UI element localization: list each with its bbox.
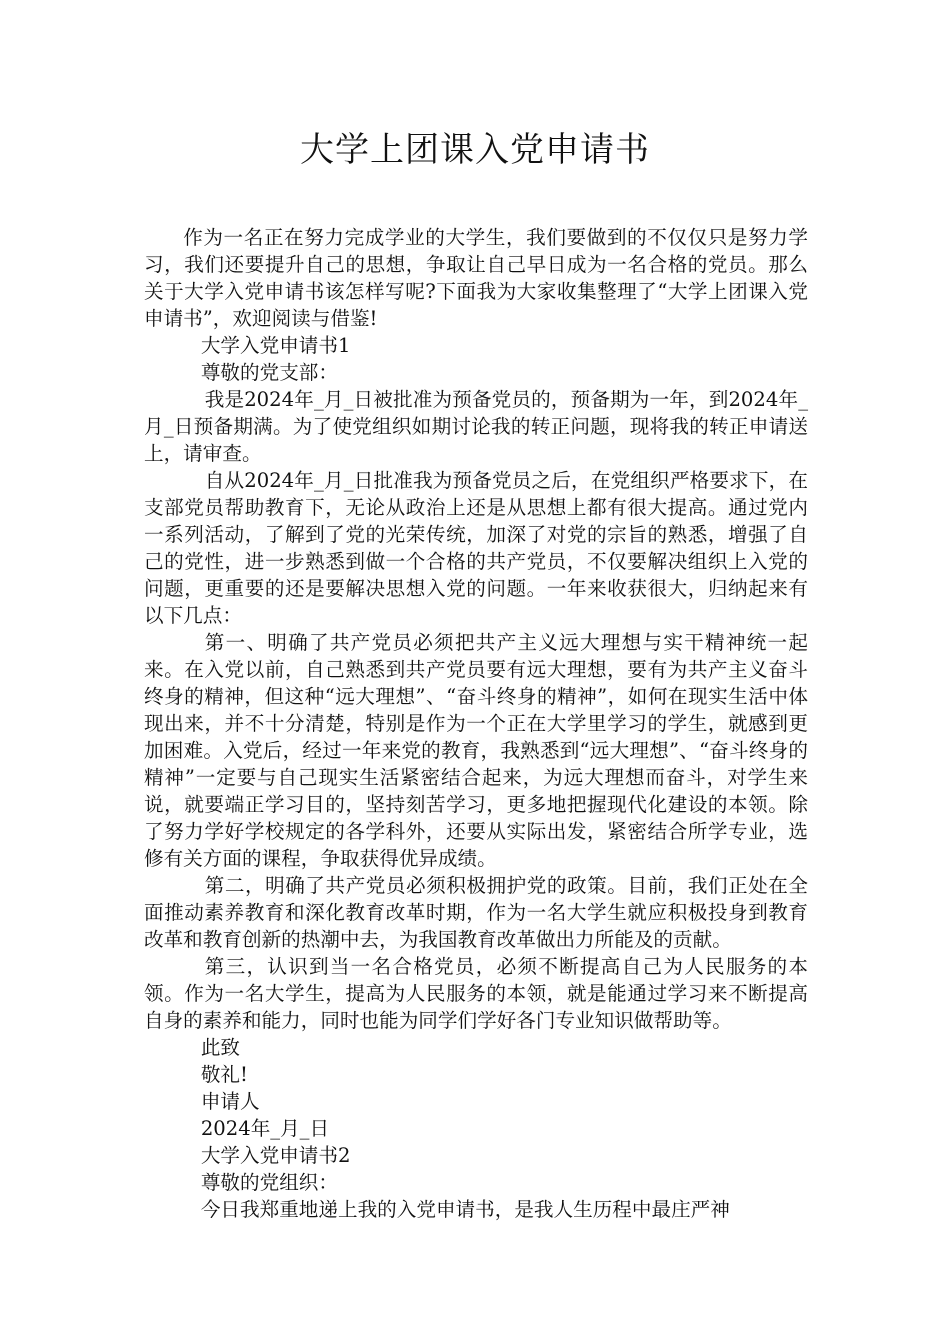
body-paragraph: 自从2024年_月_日批准我为预备党员之后，在党组织严格要求下，在支部党员帮助教育下，无论从政治上还是从思想上都有很大提高。通过党内一系列活动，了解到了党的光荣传统，加深了对党的宗旨的熟悉，增强了自己的党性，进一步熟悉到做一个合格的共产党员，不仅要解决组织上入党的问题，更重要的还是要解决思想入党的问题。一年来收获很大，归纳起来有以下几点： [144,469,808,627]
document-title: 大学上团课入党申请书 [300,130,650,170]
closing-line: 敬礼! [200,1063,248,1086]
body-paragraph: 第二，明确了共产党员必须积极拥护党的政策。目前，我们正处在全面推动素养教育和深化教育改革时期，作为一名大学生就应积极投身到教育改革和教育创新的热潮中去，为我国教育改革做出力所能及的贡献。 [144,874,808,951]
salutation-1: 尊敬的党支部： [200,361,338,384]
intro-paragraph: 作为一名正在努力完成学业的大学生，我们要做到的不仅仅只是努力学习，我们还要提升自己的思想，争取让自己早日成为一名合格的党员。那么关于大学入党申请书该怎样写呢?下面我为大家收集整理了“大学上团课入党申请书”，欢迎阅读与借鉴! [144,226,808,330]
signature-label: 申请人 [200,1090,260,1113]
signature-date: 2024年_月_日 [200,1117,330,1140]
body-paragraph: 第三，认识到当一名合格党员，必须不断提高自己为人民服务的本领。作为一名大学生，提高为人民服务的本领，就是能通过学习来不断提高自身的素养和能力，同时也能为同学们学好各门专业知识做帮助等。 [144,955,808,1032]
body-paragraph: 我是2024年_月_日被批准为预备党员的，预备期为一年，到2024年_月_日预备期满。为了使党组织如期讨论我的转正问题，现将我的转正申请送上，请审查。 [144,388,808,465]
closing-line: 此致 [200,1036,241,1059]
salutation-2: 尊敬的党组织： [200,1171,338,1194]
document-body [144,224,808,1223]
section-heading-2: 大学入党申请书2 [200,1144,351,1167]
body-paragraph: 今日我郑重地递上我的入党申请书，是我人生历程中最庄严神 [200,1198,730,1221]
section-heading-1: 大学入党申请书1 [200,334,351,357]
body-paragraph: 第一、明确了共产党员必须把共产主义远大理想与实干精神统一起来。在入党以前，自己熟悉到共产党员要有远大理想，要有为共产主义奋斗终身的精神，但这种“远大理想”、“奋斗终身的精神”，如何在现实生活中体现出来，并不十分清楚，特别是作为一个正在大学里学习的学生，就感到更加困难。入党后，经过一年来党的教育，我熟悉到“远大理想”、“奋斗终身的精神”一定要与自己现实生活紧密结合起来，为远大理想而奋斗，对学生来说，就要端正学习目的，坚持刻苦学习，更多地把握现代化建设的本领。除了努力学好学校规定的各学科外，还要从实际出发，紧密结合所学专业，选修有关方面的课程，争取获得优异成绩。 [144,631,808,870]
